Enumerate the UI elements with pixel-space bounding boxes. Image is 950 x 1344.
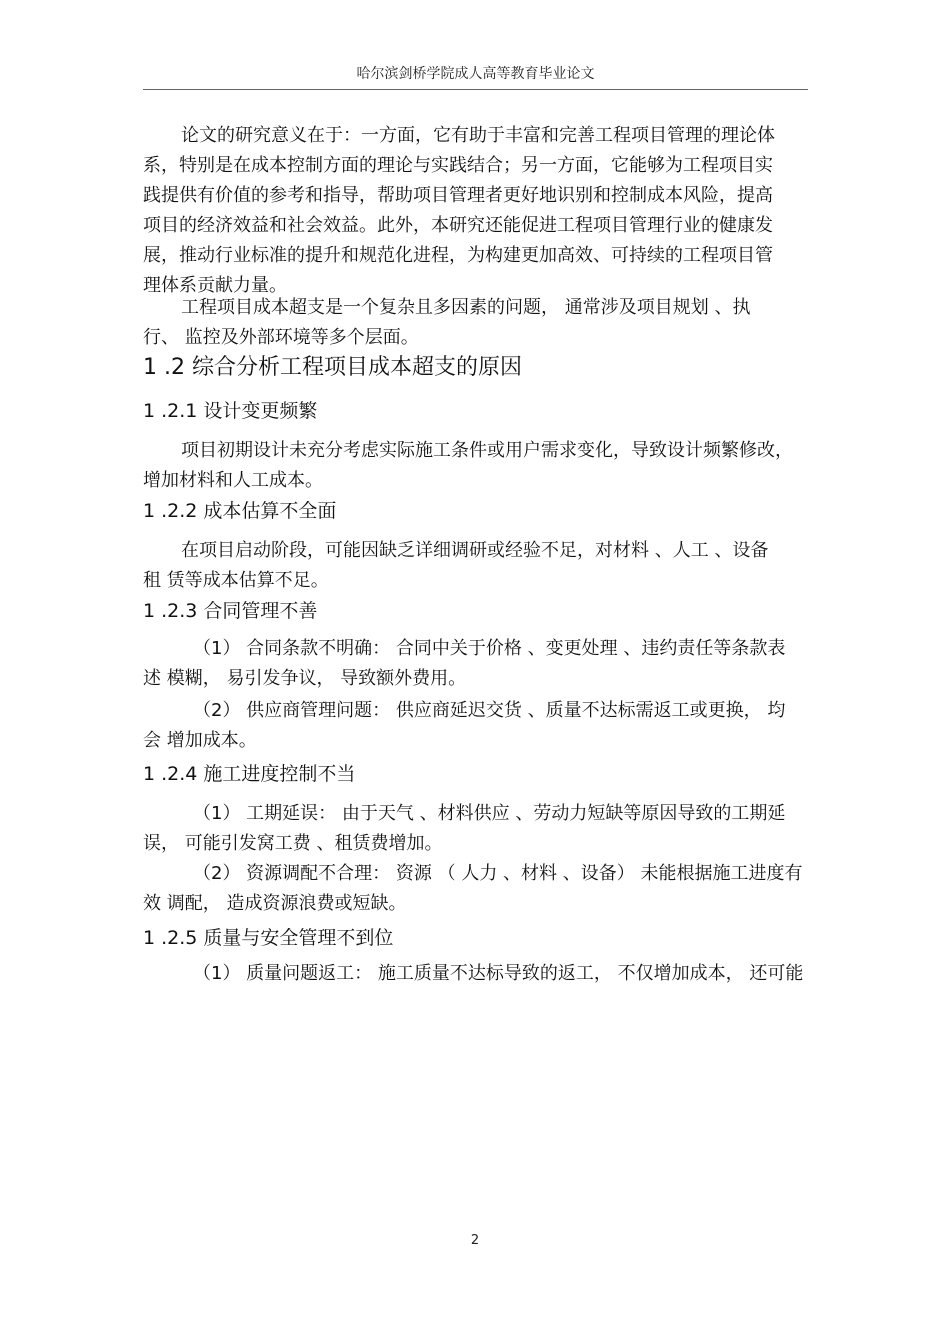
page-header: 哈尔滨剑桥学院成人高等教育毕业论文 — [356, 66, 595, 82]
text-line: 效 调配， 造成资源浪费或短缺。 — [143, 893, 407, 914]
text-line: 述 模糊， 易引发争议， 导致额外费用。 — [143, 668, 467, 689]
text-line: 增加材料和人工成本。 — [143, 470, 323, 491]
text-line: 理体系贡献力量。 — [143, 275, 287, 296]
paragraph-overrun-intro — [143, 293, 815, 353]
text-line: （2） 供应商管理问题： 供应商延迟交货 、质量不达标需返工或更换， 均 — [193, 700, 786, 721]
text-line: 在项目启动阶段，可能因缺乏详细调研或经验不足，对材料 、人工 、设备 — [181, 540, 769, 561]
section-heading-1-2: 1 .2 综合分析工程项目成本超支的原因 — [143, 355, 522, 380]
text-line: 展，推动行业标准的提升和规范化进程，为构建更加高效、可持续的工程项目管 — [143, 245, 773, 266]
text-line: 系，特别是在成本控制方面的理论与实践结合；另一方面，它能够为工程项目实 — [143, 155, 773, 176]
text-line: （1） 合同条款不明确： 合同中关于价格 、变更处理 、违约责任等条款表 — [193, 638, 786, 659]
page-number: 2 — [470, 1233, 480, 1248]
subsection-heading-1-2-2: 1 .2.2 成本估算不全面 — [143, 500, 337, 522]
text-line: 误， 可能引发窝工费 、租赁费增加。 — [143, 833, 443, 854]
subsection-heading-1-2-4: 1 .2.4 施工进度控制不当 — [143, 763, 356, 785]
text-line: （2） 资源调配不合理： 资源 （ 人力 、材料 、设备） 未能根据施工进度有 — [193, 863, 803, 884]
text-line: 工程项目成本超支是一个复杂且多因素的问题， 通常涉及项目规划 、执 — [181, 297, 751, 318]
text-line: （1） 工期延误： 由于天气 、材料供应 、劳动力短缺等原因导致的工期延 — [193, 803, 786, 824]
text-line: 租 赁等成本估算不足。 — [143, 570, 329, 591]
subsection-heading-1-2-5: 1 .2.5 质量与安全管理不到位 — [143, 927, 394, 949]
paragraph-1-2-1 — [143, 436, 815, 496]
text-line: 项目初期设计未充分考虑实际施工条件或用户需求变化，导致设计频繁修改， — [181, 440, 793, 461]
list-item-1-2-5-1 — [143, 959, 815, 989]
list-item-1-2-4-2 — [143, 859, 815, 919]
list-item-1-2-3-1 — [143, 634, 815, 694]
paragraph-1-2-2 — [143, 536, 815, 596]
text-line: 会 增加成本。 — [143, 730, 257, 751]
text-line: 践提供有价值的参考和指导，帮助项目管理者更好地识别和控制成本风险，提高 — [143, 185, 773, 206]
subsection-heading-1-2-3: 1 .2.3 合同管理不善 — [143, 600, 318, 622]
text-line: 项目的经济效益和社会效益。此外，本研究还能促进工程项目管理行业的健康发 — [143, 215, 773, 236]
list-item-1-2-4-1 — [143, 799, 815, 859]
subsection-heading-1-2-1: 1 .2.1 设计变更频繁 — [143, 400, 318, 422]
text-line: 论文的研究意义在于：一方面，它有助于丰富和完善工程项目管理的理论体 — [181, 125, 775, 146]
list-item-1-2-3-2 — [143, 696, 815, 756]
text-line: 行、 监控及外部环境等多个层面。 — [143, 327, 419, 348]
text-line: （1） 质量问题返工： 施工质量不达标导致的返工， 不仅增加成本， 还可能 — [193, 963, 804, 984]
paragraph-research-significance — [143, 121, 815, 301]
header-divider — [143, 89, 808, 90]
